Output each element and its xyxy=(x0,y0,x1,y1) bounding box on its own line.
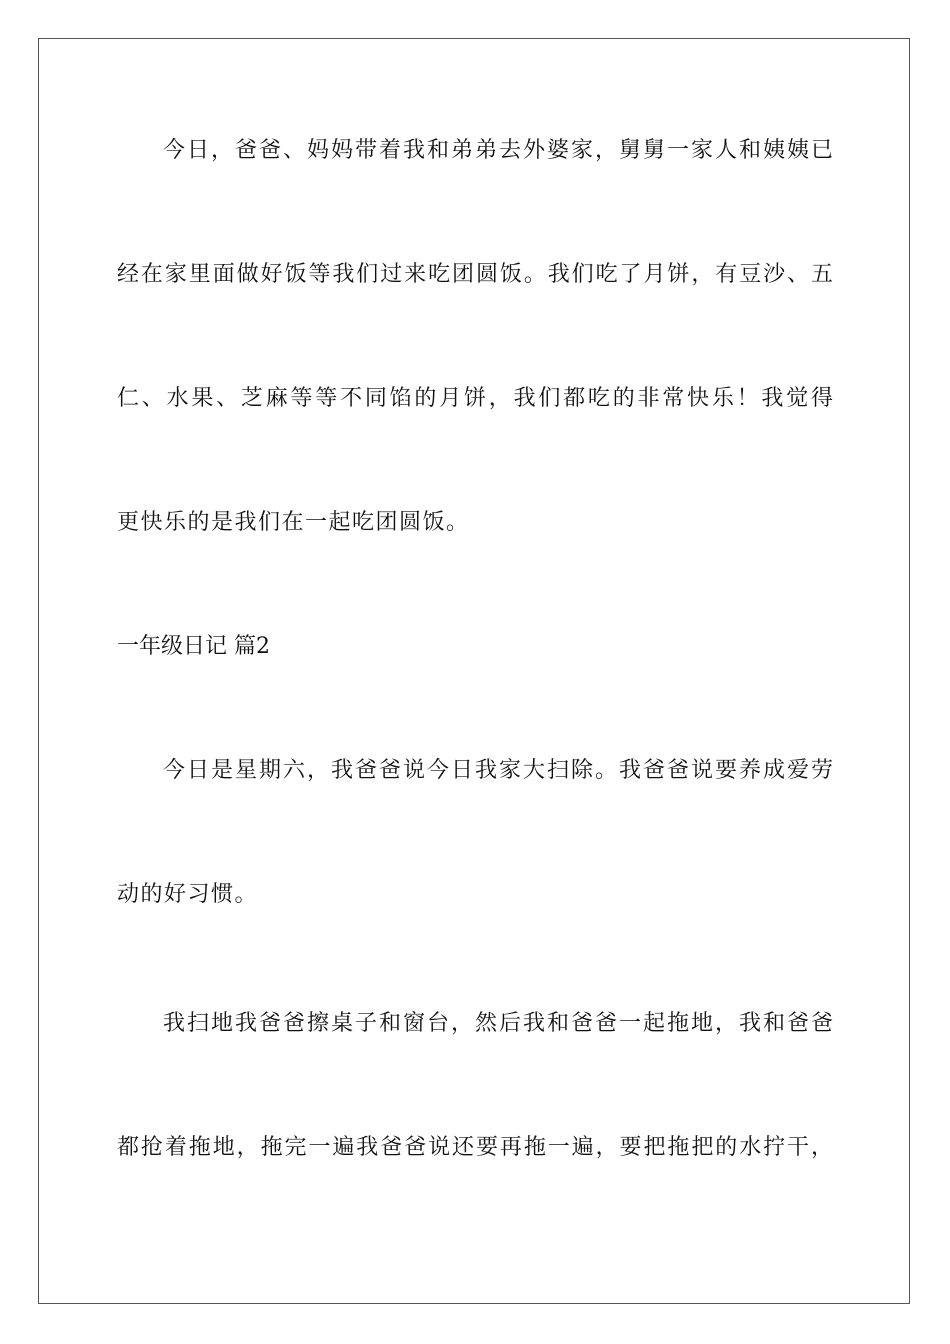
paragraph-1-line-1: 今日，爸爸、妈妈带着我和弟弟去外婆家，舅舅一家人和姨姨已 xyxy=(163,138,833,163)
paragraph-1-line-4: 更快乐的是我们在一起吃团圆饭。 xyxy=(117,510,470,535)
page-border xyxy=(38,38,910,1304)
paragraph-3-line-2: 都抢着拖地，拖完一遍我爸爸说还要再拖一遍，要把拖把的水拧干， xyxy=(117,1135,833,1160)
paragraph-3-line-1: 我扫地我爸爸擦桌子和窗台，然后我和爸爸一起拖地，我和爸爸 xyxy=(163,1011,833,1036)
paragraph-2-line-1: 今日是星期六，我爸爸说今日我家大扫除。我爸爸说要养成爱劳 xyxy=(163,758,833,783)
paragraph-2-line-2: 动的好习惯。 xyxy=(117,882,259,907)
paragraph-1-line-2: 经在家里面做好饭等我们过来吃团圆饭。我们吃了月饼，有豆沙、五 xyxy=(117,262,833,287)
paragraph-1-line-3: 仁、水果、芝麻等等不同馅的月饼，我们都吃的非常快乐！我觉得 xyxy=(117,386,833,411)
section-heading: 一年级日记 篇2 xyxy=(117,634,270,659)
